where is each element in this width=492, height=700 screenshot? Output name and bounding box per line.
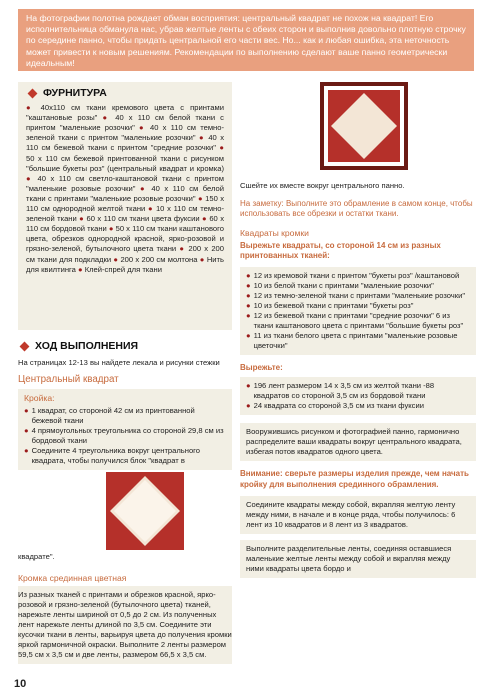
list-item-text: 40 х 110 см белой ткани с принтом "маленькие розочки" <box>26 113 224 133</box>
cuts-list <box>240 377 476 415</box>
bullet-icon: ● <box>139 183 152 193</box>
bullet-icon: ● <box>79 214 87 224</box>
list-item-text: 12 из бежевой ткани с принтами "средние розочки" 6 из ткани каштанового цвета с принтами "большие букеты роз" <box>253 311 464 331</box>
list-item <box>246 281 470 291</box>
right-column <box>240 82 476 578</box>
kromka-center-text: Из разных тканей с принтами и обрезков красной, ярко-розовой и грязно-зеленой (бутылочного цвета) тканей, нарежьте ленты шириной от 0,5 до 2 см. Из полученных лент нарежьте ленты длиной по 3,5 см. Соедините эти кусочки ткани в ленты, варьируя цвета до получения кромки яркой гармоничной окраски. Выполните 2 ленты размером 59,5 см x 3,5 см и две ленты, размером 66,5 х 3,5 см. <box>18 586 232 664</box>
panel-diagram <box>240 82 476 174</box>
square-diagram-area <box>18 470 232 565</box>
list-item-text: 12 из кремовой ткани с принтом "букеты роз" /каштановой <box>253 271 460 281</box>
bullet-icon: ● <box>77 264 85 274</box>
left-column <box>18 82 232 664</box>
paragraph-2: Выполните разделительные ленты, соединяя оставшиеся маленькие желтые ленты между собой и вкрапляя между ними квадраты цвета бордо и <box>240 540 476 578</box>
bullet-icon: ● <box>26 103 41 113</box>
bullet-icon: ● <box>219 143 224 153</box>
list-item-text: 60 х 110 см ткани цвета фуксии <box>86 214 200 224</box>
bullet-icon: ● <box>102 113 116 123</box>
bullet-icon: ● <box>246 281 251 291</box>
vyrezh2-heading: Вырежьте: <box>240 363 283 373</box>
list-item <box>246 271 470 281</box>
list-item <box>246 381 470 401</box>
list-item <box>246 401 470 411</box>
list-item <box>79 214 202 223</box>
list-item-text: Нить для квилтинга <box>26 254 224 274</box>
list-item-text: 12 из темно-зеленой ткани с принтами "маленькие розочки" <box>253 291 466 301</box>
hod-text: На страницах 12-13 вы найдете лекала и рисунки стежки <box>18 358 220 367</box>
list-item: ● 1 квадрат, со стороной 42 см из принтованной бежевой ткани <box>24 406 195 425</box>
furnitura-box <box>18 82 232 330</box>
bullet-icon: ● <box>199 133 209 143</box>
diamond-bullet-icon <box>28 88 38 98</box>
central-heading: Центральный квадрат <box>18 374 119 385</box>
list-item-text: 150 х 110 см однородной желтой ткани <box>26 193 225 214</box>
bullet-icon: ● <box>179 244 189 254</box>
list-item-text: 10 х 110 см темно-зеленой ткани <box>26 204 224 224</box>
list-item-text: 40 х 110 см темно-зеленой ткани с принтом "маленькие розочки" <box>26 123 224 143</box>
bullet-icon: ● <box>246 291 251 301</box>
list-item-text: 40 х 110 см белой ткани с принтами "маленькие розовые розочки" <box>26 183 224 203</box>
list-item-text: Клей-спрей для ткани <box>84 264 162 274</box>
bullet-icon: ● <box>246 401 251 411</box>
list-item-text: 50 х 110 см ткани каштанового цвета, обрезков однородной красной, ярко-розовой и грязно-зеленой, бутылочного цвета ткани <box>26 224 224 254</box>
bullet-icon: ● <box>246 331 251 341</box>
kroyka-box <box>18 389 232 470</box>
squares-list <box>240 267 476 355</box>
kromka-center-heading: Кромка срединная цветная <box>18 573 127 583</box>
bullet-icon: ● <box>148 204 156 214</box>
note-text: На заметку: Выполните это обрамление в самом конце, чтобы использовать все обрезки и остатки ткани. <box>240 199 473 219</box>
list-item-text: 200 х 200 см молтона <box>120 254 198 264</box>
furnitura-heading: ФУРНИТУРА <box>26 88 224 98</box>
list-item-text: 10 из белой ткани с принтами "маленькие розочки" <box>253 281 434 291</box>
bullet-icon: ● <box>199 254 207 264</box>
list-item: ● Соедините 4 треугольника вокруг центрального квадрата, чтобы получился блок "квадрат в <box>24 446 201 465</box>
page-number: 10 <box>14 678 27 690</box>
bullet-icon: ● <box>197 193 206 203</box>
intro-banner: На фотографии полотна рождает обман восприятия: центральный квадрат не похож на квадрат! Его исполнительница обманула нас, убрав желтые ленты с обеих сторон и выполнив довольно плотную строчку по середине панно, чтобы придать центральной его части вес. Но... как и любая ошибка, эта неточность может привести к новым решениям. Рекомендации по выполнению сделают ваше панно геометрически идеальным! <box>18 9 474 71</box>
kroyka-heading: Кройка: <box>24 393 55 403</box>
list-item <box>113 255 199 264</box>
kromka-squares-heading: Квадраты кромки <box>240 227 309 238</box>
list-item-text: 40 х 110 см светло-каштановой ткани с принтом "маленькие розовые розочки" <box>26 173 224 193</box>
central-tail: квадрате". <box>18 552 55 561</box>
diamond-bullet-icon <box>20 341 30 351</box>
list-item-text: 50 х 110 см бежевой принтованной ткани с рисунком "большие букеты роз" (центральный квадрат и кромка) <box>26 153 224 173</box>
bullet-icon: ● <box>108 224 116 234</box>
list-item-text: 10 из бежевой ткани с принтами "букеты роз" <box>253 301 414 311</box>
bullet-icon: ● <box>246 271 251 281</box>
bullet-icon: ● <box>202 214 210 224</box>
arrange-text: Вооружившись рисунком и фотографией панно, гармонично распределите ваши квадраты вокруг центрального квадрата, избегая потов квадратов одного цвета. <box>240 423 476 461</box>
list-item <box>246 331 470 351</box>
bullet-icon: ● <box>246 301 251 311</box>
list-item-text: 40х110 см ткани кремового цвета с принтами "каштановые розы" <box>26 103 224 123</box>
attention-text: Внимание: сверьте размеры изделия прежде, чем начать кройку для выполнения срединного обрамления. <box>240 469 469 489</box>
sew-text: Сшейте их вместе вокруг центрального панно. <box>240 181 405 190</box>
list-item-text: 40 х 110 см бежевой ткани с принтом "средние розочки" <box>26 133 224 153</box>
vyrezh-heading: Вырежьте квадраты, со стороной 14 см из разных принтованных тканей: <box>240 240 441 260</box>
bullet-icon: ● <box>246 311 251 321</box>
bullet-icon: ● <box>26 173 38 183</box>
list-item <box>246 291 470 301</box>
list-item <box>246 301 470 311</box>
bullet-icon: ● <box>113 254 121 264</box>
list-item-text: 24 квадрата со стороной 3,5 см из ткани фуксии <box>253 401 424 411</box>
list-item <box>246 311 470 331</box>
list-item: ● 4 прямоугольных треугольника со стороной 29,8 см из бордовой ткани <box>24 426 224 445</box>
bullet-icon: ● <box>246 381 251 391</box>
square-in-square-diagram <box>18 470 232 565</box>
hod-heading: ХОД ВЫПОЛНЕНИЯ <box>18 340 232 352</box>
list-item-text: 11 из ткани белого цвета с принтами "маленькие розовые цветочки" <box>253 331 458 351</box>
list-item <box>78 265 162 274</box>
furnitura-list <box>26 103 224 275</box>
list-item-text: 200 х 200 см ткани для подкладки <box>26 244 225 264</box>
bullet-icon: ● <box>139 123 150 133</box>
paragraph-1: Соедините квадраты между собой, вкрапляя желтую ленту между ними, в начале и в конце ряда, чтобы получилось: 6 лент из 10 квадратов и 8 лент из 3 квадратов. <box>240 496 476 534</box>
list-item-text: 60 х 110 см бордовой ткани <box>26 214 224 234</box>
list-item-text: 196 лент размером 14 х 3,5 см из желтой ткани -88 квадратов со стороной 3,5 см из бордовой ткани <box>253 381 435 401</box>
